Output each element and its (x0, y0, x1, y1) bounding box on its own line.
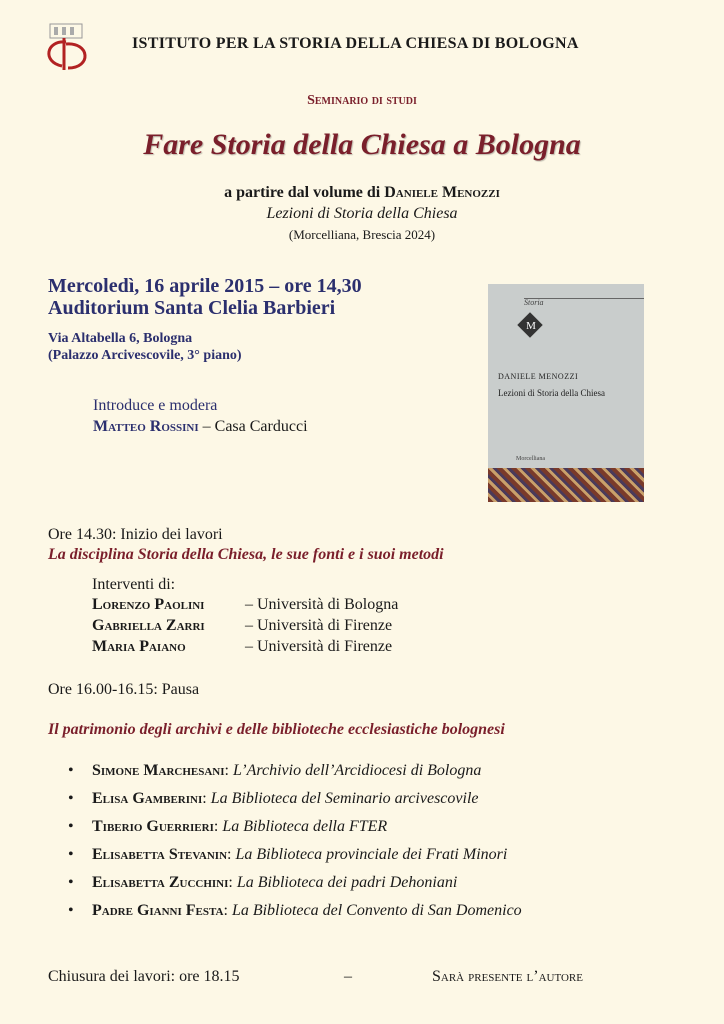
talks-list (64, 762, 522, 930)
speaker-affiliation: – Università di Firenze (245, 638, 393, 655)
closing-separator: – (344, 968, 352, 985)
speaker-affiliation: – Università di Bologna (245, 596, 399, 613)
cover-painting-strip (488, 468, 644, 502)
list-item: • Elisabetta Stevanin: La Biblioteca provinciale dei Frati Minori (68, 846, 508, 863)
cover-publisher: Morcelliana (516, 456, 545, 462)
volume-line (0, 184, 724, 202)
event-date-time: Mercoledì, 16 aprile 2015 – ore 14,30 (48, 275, 362, 297)
session2-title: Il patrimonio degli archivi e delle biblioteche ecclesiastiche bolognesi (48, 721, 505, 738)
event-title: Fare Storia della Chiesa a Bologna (143, 128, 581, 161)
talk-speaker: Elisabetta Zucchini (92, 874, 229, 891)
moderation-label: Introduce e modera (93, 397, 218, 414)
session1-title: La disciplina Storia della Chiesa, le sue fonti e i suoi metodi (48, 546, 444, 563)
talk-topic: La Biblioteca della FTER (222, 818, 388, 835)
book-publisher: (Morcelliana, Brescia 2024) (288, 227, 436, 242)
book-title: Lezioni di Storia della Chiesa (266, 205, 458, 222)
moderator (93, 418, 308, 436)
cover-series: Storia (524, 298, 544, 307)
institute-name: ISTITUTO PER LA STORIA DELLA CHIESA DI BOLOGNA (132, 35, 579, 52)
volume-author: Daniele Menozzi (384, 184, 500, 201)
talk-topic: La Biblioteca provinciale dei Frati Minori (235, 846, 508, 863)
pause-time: Ore 16.00-16.15: Pausa (48, 681, 200, 698)
list-item: • Simone Marchesani: L’Archivio dell’Arcidiocesi di Bologna (68, 762, 482, 779)
book-cover (488, 284, 644, 502)
seminar-label: Seminario di studi (307, 93, 417, 108)
talk-speaker: Tiberio Guerrieri (92, 818, 214, 835)
bullet-icon: • (68, 874, 74, 891)
speaker-name: Gabriella Zarri (92, 617, 205, 634)
speaker-name: Lorenzo Paolini (92, 596, 205, 613)
event-building: (Palazzo Arcivescovile, 3° piano) (48, 348, 242, 363)
bullet-icon: • (68, 790, 74, 807)
talk-speaker: Elisa Gamberini (92, 790, 203, 807)
bullet-icon: • (68, 902, 74, 919)
bullet-icon: • (68, 818, 74, 835)
talk-speaker: Padre Gianni Festa (92, 902, 224, 919)
bullet-icon: • (68, 846, 74, 863)
closing-time: Chiusura dei lavori: ore 18.15 (48, 968, 240, 985)
bullet-icon: • (68, 762, 74, 779)
talk-topic: L’Archivio dell’Arcidiocesi di Bologna (232, 762, 482, 779)
talk-topic: La Biblioteca dei padri Dehoniani (236, 874, 458, 891)
moderator-name: Matteo Rossini (93, 418, 199, 435)
list-item: • Tiberio Guerrieri: La Biblioteca della FTER (68, 818, 388, 835)
talk-speaker: Elisabetta Stevanin (92, 846, 228, 863)
talk-speaker: Simone Marchesani (92, 762, 225, 779)
event-address: Via Altabella 6, Bologna (48, 331, 193, 346)
list-item: • Padre Gianni Festa: La Biblioteca del Convento di San Domenico (68, 902, 522, 919)
session1-time: Ore 14.30: Inizio dei lavori (48, 526, 223, 543)
cover-logo-letter: M (526, 320, 536, 332)
speaker-name: Maria Paiano (92, 638, 186, 655)
list-item: • Elisabetta Zucchini: La Biblioteca dei padri Dehoniani (68, 874, 458, 891)
speakers-label: Interventi di: (92, 576, 176, 593)
list-item: • Elisa Gamberini: La Biblioteca del Seminario arcivescovile (68, 790, 479, 807)
cover-author: DANIELE MENOZZI (498, 372, 579, 381)
cover-title: Lezioni di Storia della Chiesa (498, 388, 605, 398)
moderator-affiliation: – Casa Carducci (202, 418, 308, 435)
speaker-affiliation: – Università di Firenze (245, 617, 393, 634)
volume-prefix: a partire dal volume di (224, 184, 381, 201)
talk-topic: La Biblioteca del Seminario arcivescovile (210, 790, 479, 807)
isb-church-logo-icon (38, 22, 96, 74)
author-presence-note: Sarà presente l’autore (432, 968, 583, 985)
talk-topic: La Biblioteca del Convento di San Domenico (231, 902, 522, 919)
event-venue: Auditorium Santa Clelia Barbieri (48, 297, 336, 319)
